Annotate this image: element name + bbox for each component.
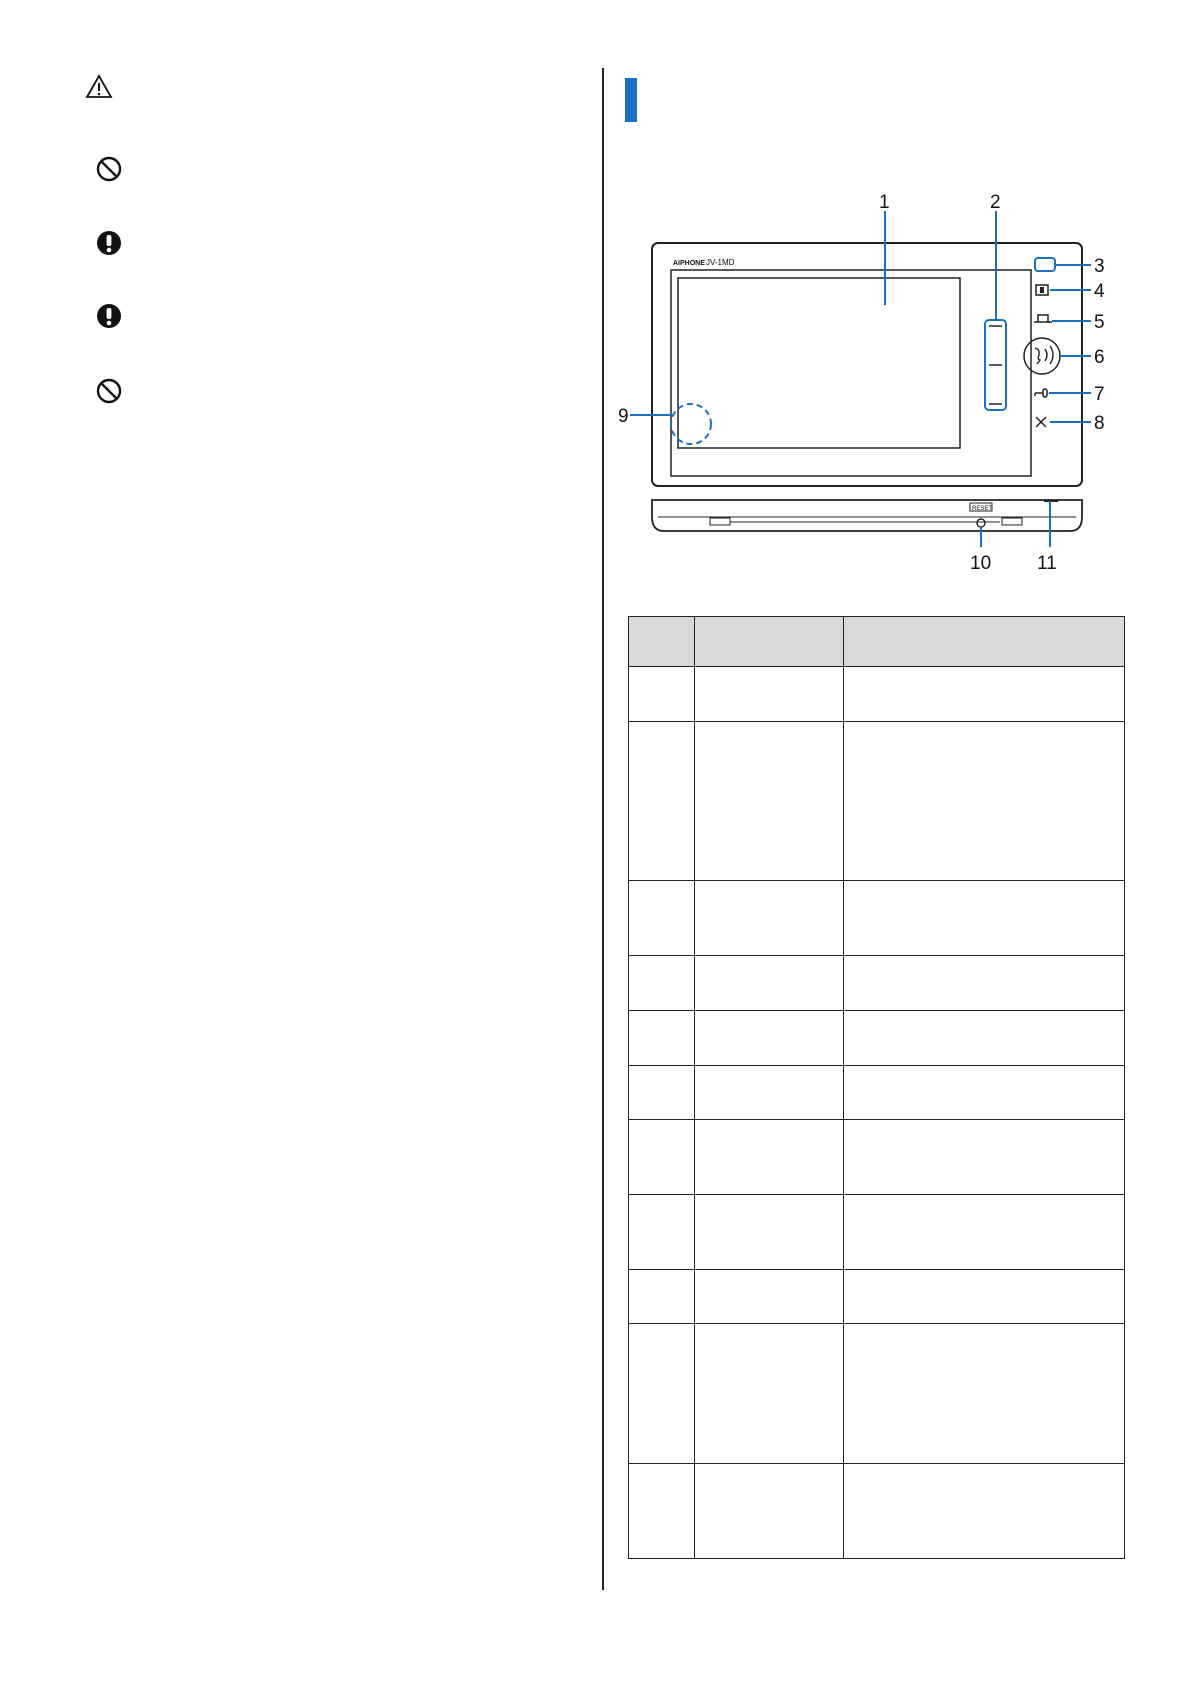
door-release-icon — [1035, 393, 1043, 396]
callout-7: 7 — [1094, 384, 1105, 405]
callout-5: 5 — [1094, 312, 1105, 333]
monitor-bezel — [671, 270, 1031, 476]
table-row — [629, 722, 1125, 881]
device-figure — [618, 192, 1130, 595]
callout-3: 3 — [1094, 256, 1105, 277]
reset-label: RESET — [972, 506, 993, 512]
table-row — [629, 667, 1125, 722]
callout-8: 8 — [1094, 413, 1105, 434]
callout-11: 11 — [1037, 553, 1057, 574]
monitor-screen — [678, 278, 960, 448]
monitor-front-body — [652, 243, 1082, 486]
table-header-cell — [695, 617, 844, 667]
mandatory-exclamation-icon — [94, 301, 124, 331]
table-row — [629, 881, 1125, 956]
table-header-cell — [844, 617, 1125, 667]
warning-triangle-icon — [84, 72, 114, 102]
microphone-area — [671, 404, 711, 444]
reset-button — [977, 519, 985, 527]
callout-2: 2 — [990, 192, 1001, 213]
off-button-icon — [1036, 417, 1046, 427]
table-row — [629, 1324, 1125, 1464]
table-row — [629, 956, 1125, 1011]
column-divider — [602, 68, 604, 1590]
callout-9: 9 — [618, 406, 629, 427]
display-button-icon — [1034, 315, 1052, 322]
prohibition-icon — [94, 154, 124, 184]
mandatory-exclamation-icon — [94, 228, 124, 258]
parts-table — [628, 616, 1125, 1559]
prohibition-icon — [94, 376, 124, 406]
table-row — [629, 1270, 1125, 1324]
callout-1: 1 — [879, 192, 890, 213]
brand-label: AIPHONE — [673, 260, 705, 267]
table-header-cell — [629, 617, 695, 667]
table-row — [629, 1120, 1125, 1195]
monitor-bottom-view — [652, 500, 1082, 531]
section-heading-bar — [625, 78, 637, 122]
table-row — [629, 1066, 1125, 1120]
table-row — [629, 1195, 1125, 1270]
talk-button — [1024, 338, 1060, 374]
callout-10: 10 — [970, 553, 992, 574]
table-row — [629, 1011, 1125, 1066]
model-label: JV-1MD — [706, 258, 735, 267]
status-indicator — [1035, 258, 1055, 271]
table-row — [629, 1464, 1125, 1559]
callout-6: 6 — [1094, 347, 1105, 368]
table-header-row — [629, 617, 1125, 667]
callout-4: 4 — [1094, 281, 1105, 302]
